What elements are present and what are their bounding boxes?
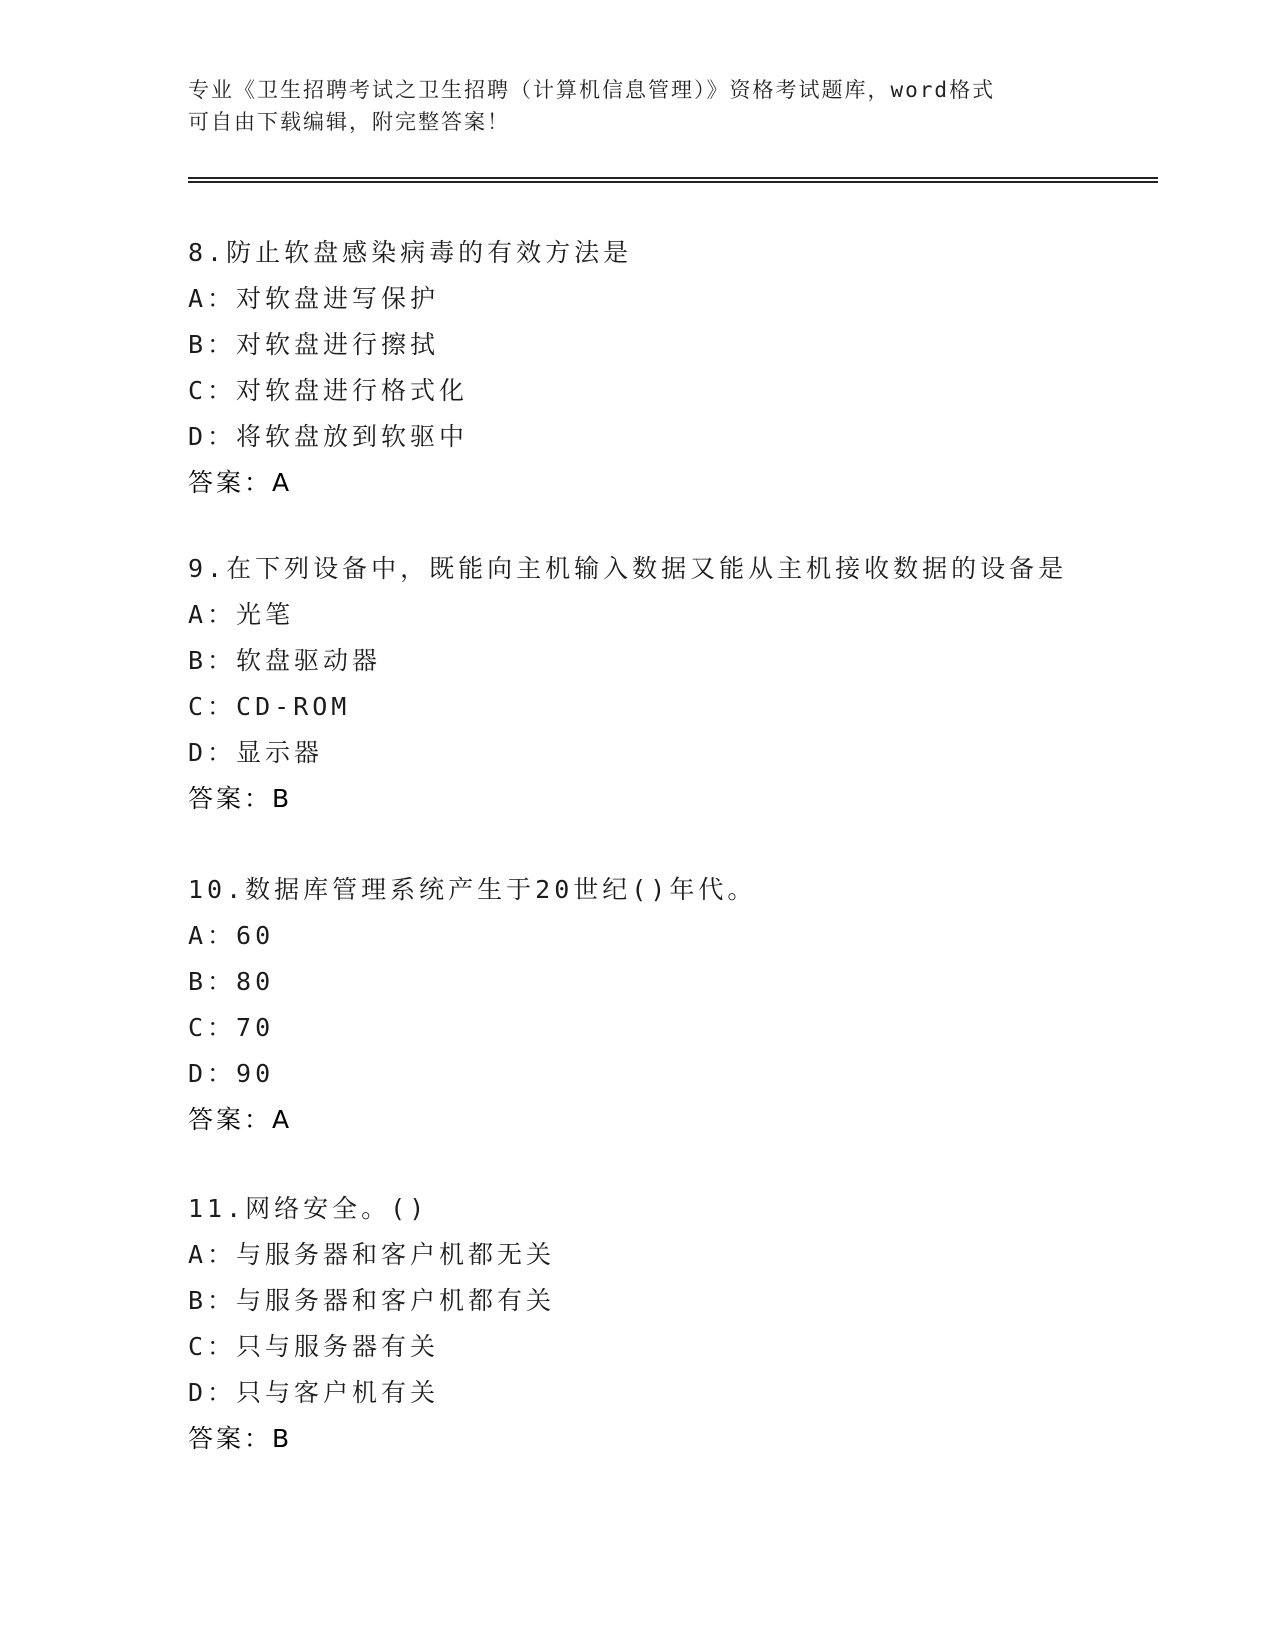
option-a: A：光笔	[188, 600, 295, 629]
answer: 答案：A	[188, 468, 293, 497]
option-c: C：70	[188, 1013, 275, 1042]
document-header	[188, 74, 1088, 138]
option-d: D：90	[188, 1059, 275, 1088]
option-a: A：对软盘进写保护	[188, 284, 440, 313]
option-d: D：显示器	[188, 738, 324, 767]
option-b: B：与服务器和客户机都有关	[188, 1286, 556, 1315]
option-b: B：对软盘进行擦拭	[188, 330, 440, 359]
question-stem: 8.防止软盘感染病毒的有效方法是	[188, 238, 633, 267]
header-line-2: 可自由下载编辑，附完整答案！	[188, 110, 510, 134]
option-a: A：60	[188, 921, 275, 950]
question-8	[188, 230, 1188, 506]
question-stem: 10.数据库管理系统产生于20世纪()年代。	[188, 875, 757, 904]
question-10	[188, 867, 1188, 1143]
option-d: D：只与客户机有关	[188, 1378, 440, 1407]
answer: 答案：A	[188, 1105, 293, 1134]
question-9	[188, 546, 1188, 822]
question-stem: 11.网络安全。()	[188, 1194, 429, 1223]
option-c: C：CD-ROM	[188, 692, 351, 721]
question-stem: 9.在下列设备中，既能向主机输入数据又能从主机接收数据的设备是	[188, 554, 1068, 583]
answer: 答案：B	[188, 784, 293, 813]
option-c: C：对软盘进行格式化	[188, 376, 469, 405]
option-b: B：软盘驱动器	[188, 646, 382, 675]
option-a: A：与服务器和客户机都无关	[188, 1240, 556, 1269]
question-11	[188, 1186, 1188, 1462]
option-c: C：只与服务器有关	[188, 1332, 440, 1361]
header-double-rule	[188, 177, 1158, 183]
option-d: D：将软盘放到软驱中	[188, 422, 469, 451]
option-b: B：80	[188, 967, 275, 996]
header-line-1: 专业《卫生招聘考试之卫生招聘（计算机信息管理）》资格考试题库，word格式	[188, 78, 996, 102]
answer: 答案：B	[188, 1424, 293, 1453]
